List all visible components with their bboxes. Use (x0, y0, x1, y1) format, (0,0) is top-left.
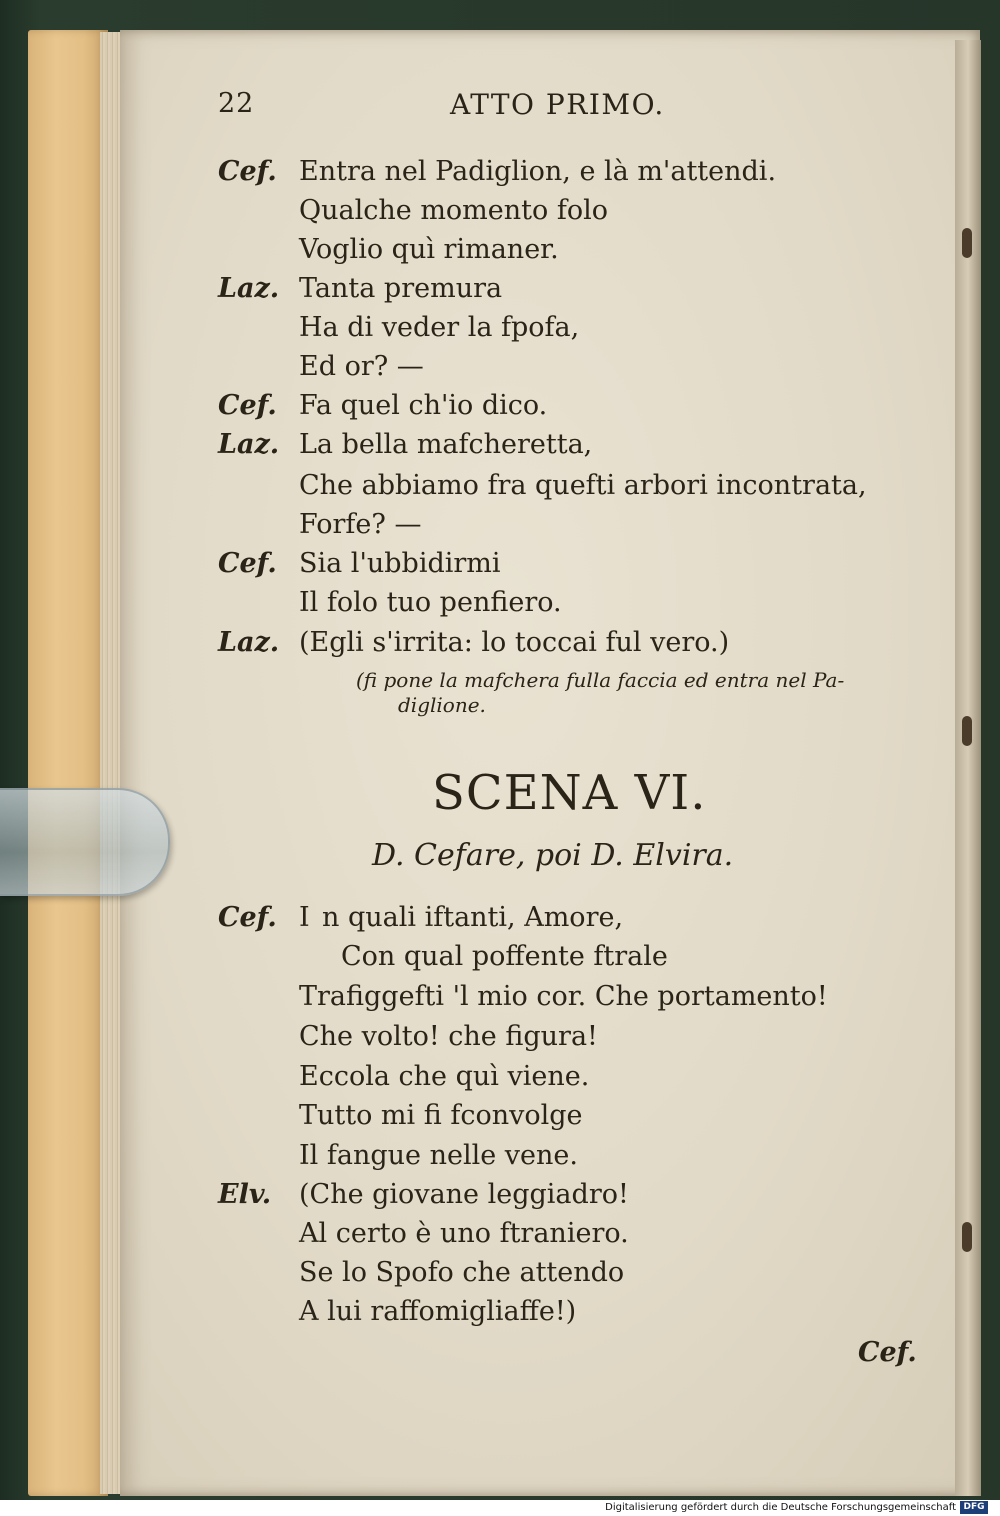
speaker-label: Laz. (218, 627, 280, 658)
catchword: Cef. (858, 1337, 917, 1368)
page-right-edge (955, 40, 981, 1496)
verse-line: Entra nel Padiglion, e là m'attendi. (299, 156, 777, 187)
verse-line: Tutto mi fi fconvolge (299, 1100, 583, 1131)
speaker-label: Laz. (218, 429, 280, 460)
binding-hole (962, 228, 972, 258)
speaker-label: Cef. (218, 156, 277, 187)
verse-line: Che volto! che figura! (299, 1021, 598, 1052)
stage-direction: diglione. (398, 693, 486, 717)
verse-line: Il folo tuo penfiero. (299, 587, 562, 618)
verse-line: Ha di veder la fpofa, (299, 312, 580, 343)
speaker-label: Elv. (218, 1179, 272, 1210)
scene-title: SCENA VI. (432, 765, 707, 821)
verse-line: Tanta premura (299, 273, 503, 304)
verse-line: Eccola che quì viene. (299, 1061, 590, 1092)
verse-line: La bella mafcheretta, (299, 429, 593, 460)
verse-line: n quali iftanti, Amore, (322, 902, 624, 933)
page-number: 22 (218, 88, 255, 119)
verse-line: Fa quel ch'io dico. (299, 390, 548, 421)
verse-line: Con qual poffente ftrale (341, 941, 668, 972)
speaker-label: Cef. (218, 548, 277, 579)
verse-line: Che abbiamo fra quefti arbori incontrata, (299, 470, 867, 501)
speaker-label: Cef. (218, 390, 277, 421)
verse-line: Forfe? — (299, 509, 422, 540)
scene-characters: D. Cefare, poi D. Elvira. (372, 838, 734, 873)
dfg-logo: DFG (960, 1501, 988, 1514)
speaker-label: Laz. (218, 273, 280, 304)
speaker-label: Cef. (218, 902, 277, 933)
book-spine (28, 30, 108, 1496)
drop-capital: I (299, 902, 310, 933)
verse-line: Al certo è uno ftraniero. (299, 1218, 629, 1249)
binding-hole (962, 716, 972, 746)
verse-line: Trafiggefti 'l mio cor. Che portamento! (299, 981, 828, 1012)
verse-line: Voglio quì rimaner. (299, 234, 559, 265)
verse-line: (Che giovane leggiadro! (299, 1179, 629, 1210)
verse-line: Qualche momento folo (299, 195, 608, 226)
page-clip (0, 788, 170, 896)
verse-line: Il fangue nelle vene. (299, 1140, 578, 1171)
footer-credit: Digitalisierung gefördert durch die Deutsche Forschungsgemeinschaft (605, 1502, 956, 1513)
stage-direction: (fi pone la mafchera fulla faccia ed entra nel Pa- (356, 668, 845, 692)
verse-line: A lui raffomigliaffe!) (299, 1296, 577, 1327)
binding-hole (962, 1222, 972, 1252)
running-title: ATTO PRIMO. (450, 88, 665, 121)
verse-line: Se lo Spofo che attendo (299, 1257, 625, 1288)
verse-line: Sia l'ubbidirmi (299, 548, 501, 579)
verse-line: (Egli s'irrita: lo toccai ful vero.) (299, 627, 730, 658)
verse-line: Ed or? — (299, 351, 424, 382)
